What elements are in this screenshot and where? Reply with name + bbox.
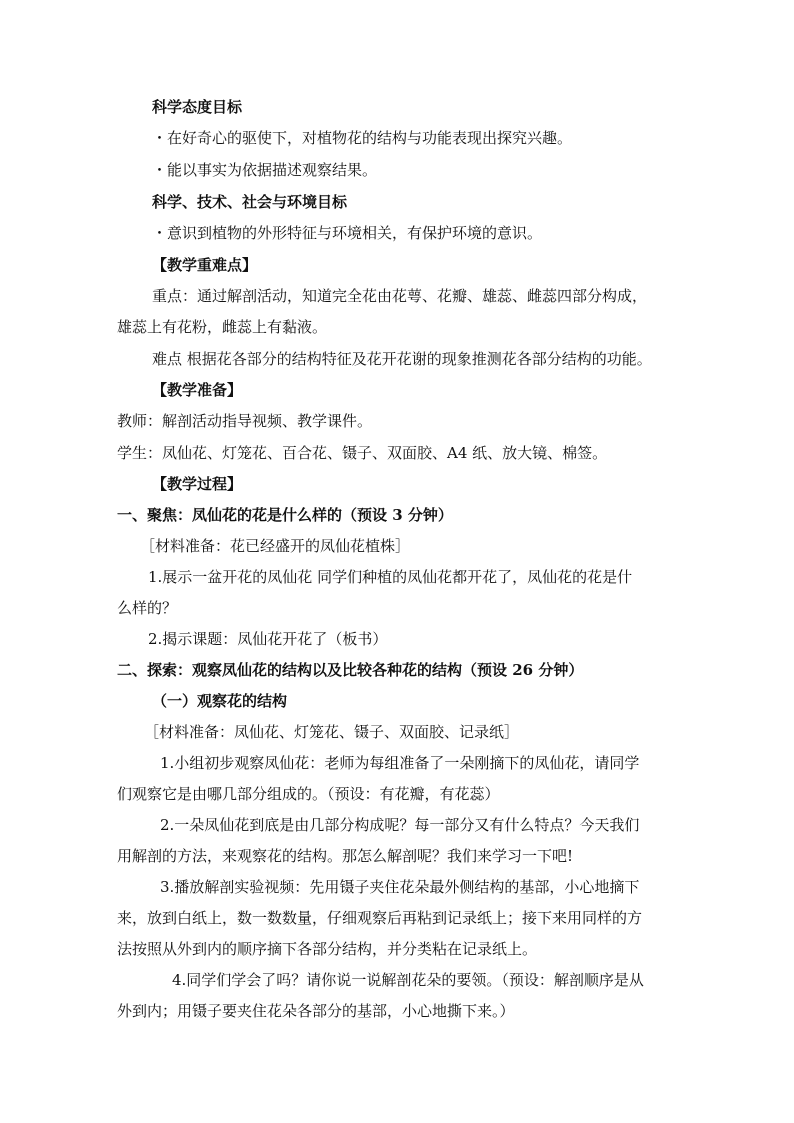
section-2-para-3-line-3: 法按照从外到内的顺序摘下各部分结构，并分类粘在记录纸上。 [117,940,538,958]
section-1-heading: 一、聚焦：凤仙花的花是什么样的（预设 3 分钟） [117,506,453,524]
process-heading: 【教学过程】 [152,475,243,493]
preparation-teacher: 教师：解剖活动指导视频、教学课件。 [117,412,373,430]
section-2-para-2-line-1: 2.一朵凤仙花到底是由几部分构成呢？每一部分又有什么特点？今天我们 [160,816,640,834]
section-1-para-1-line-1: 1.展示一盆开花的凤仙花 同学们种植的凤仙花都开花了，凤仙花的花是什 [148,568,633,586]
key-points-heading: 【教学重难点】 [152,256,258,274]
section-2-subheading: （一）观察花的结构 [152,692,288,710]
section-2-para-1-line-1: 1.小组初步观察凤仙花：老师为每组准备了一朵刚摘下的凤仙花，请同学 [160,754,640,772]
section-2-heading: 二、探索：观察凤仙花的结构以及比较各种花的结构（预设 26 分钟） [117,661,584,679]
section-2-para-3-line-1: 3.播放解剖实验视频：先用镊子夹住花朵最外侧结构的基部，小心地摘下 [160,878,640,896]
sts-heading: 科学、技术、社会与环境目标 [152,193,348,211]
section-2-para-3-line-2: 来，放到白纸上，数一数数量，仔细观察后再粘到记录纸上；接下来用同样的方 [117,909,643,927]
difficulty-line: 难点 根据花各部分的结构特征及花开花谢的现象推测花各部分结构的功能。 [152,350,652,368]
attitude-item-1: ・在好奇心的驱使下，对植物花的结构与功能表现出探究兴趣。 [152,129,573,147]
section-1-para-2: 2.揭示课题：凤仙花开花了（板书） [148,630,388,648]
section-2-para-2-line-2: 用解剖的方法，来观察花的结构。那怎么解剖呢？我们来学习一下吧! [117,847,574,865]
key-point-line-2: 雄蕊上有花粉，雌蕊上有黏液。 [117,318,328,336]
sts-item-1: ・意识到植物的外形特征与环境相关，有保护环境的意识。 [152,224,543,242]
section-2-material: ［材料准备：凤仙花、灯笼花、镊子、双面胶、记录纸］ [144,723,520,741]
section-1-material: ［材料准备：花已经盛开的凤仙花植株］ [140,537,411,555]
preparation-heading: 【教学准备】 [152,381,243,399]
section-1-para-1-line-2: 么样的？ [117,599,178,617]
attitude-heading: 科学态度目标 [152,98,243,116]
key-point-line-1: 重点：通过解剖活动，知道完全花由花萼、花瓣、雄蕊、雌蕊四部分构成， [152,287,648,305]
section-2-para-1-line-2: 们观察它是由哪几部分组成的。（预设：有花瓣，有花蕊） [117,785,500,803]
section-2-para-4-line-1: 4.同学们学会了吗？请你说一说解剖花朵的要领。（预设：解剖顺序是从 [172,971,644,989]
attitude-item-2: ・能以事实为依据描述观察结果。 [152,161,378,179]
section-2-para-4-line-2: 外到内；用镊子要夹住花朵各部分的基部，小心地撕下来。） [117,1002,515,1020]
preparation-student: 学生：凤仙花、灯笼花、百合花、镊子、双面胶、A4 纸、放大镜、棉签。 [117,444,608,462]
